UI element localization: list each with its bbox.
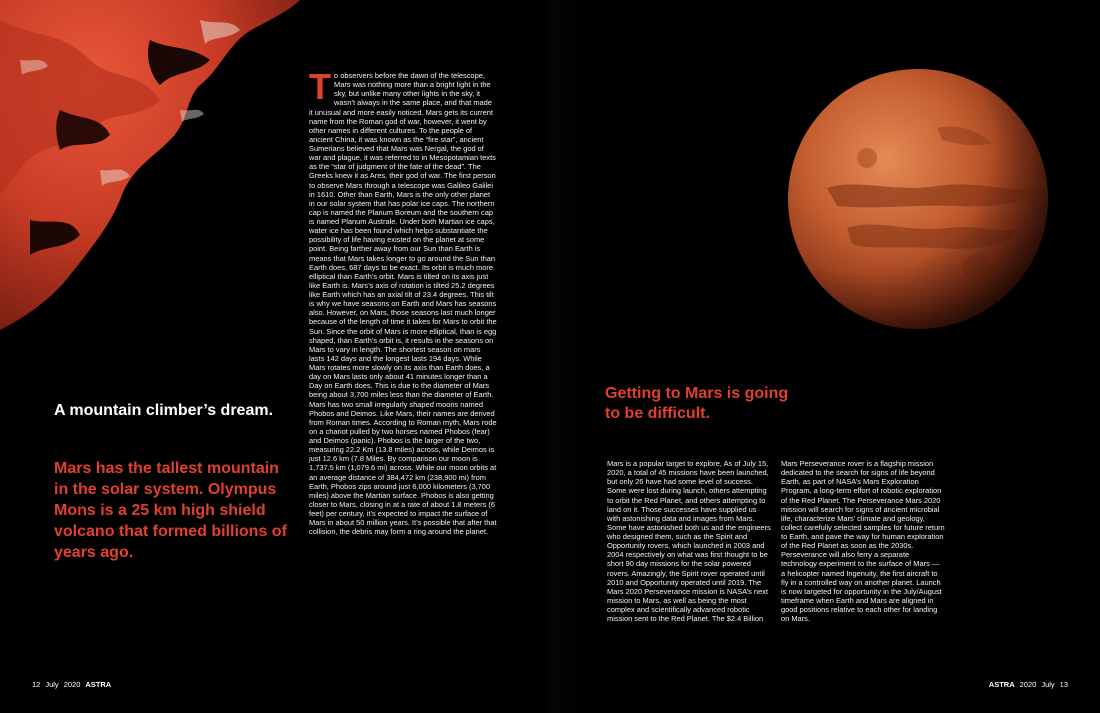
mars-planet-image [787,68,1049,330]
issue-year: 2020 [63,680,81,689]
article-column-2: Mars Perseverance rover is a flagship mission dedicated to the search for signs of life beyond Earth, as part of NASA’s Mars Exploration Program, a long-term effort of robotic exploration of the Red Planet. The Perseverance Mars 2020 mission will search for signs of ancient microbial life, characterize Mars’ climate and geology, collect carefully selected samples for future return to Earth, and pave the way for human exploration of the Red Planet as soon as the 2030s. Perseverance will also ferry a separate technology experiment to the surface of Mars — a helicopter named Ingenuity, the first aircraft to fly in a controlled way on another planet. Launch is now targeted for opportunity in the July/August timeframe when Earth and Mars are aligned in good positions relative to each other for landing on Mars. [781,459,945,624]
drop-cap: T [309,66,331,107]
footer-left [32,680,116,689]
magazine-brand: ASTRA [988,680,1015,689]
pull-quote-body: Mars has the tallest mountain in the solar system. Olympus Mons is a 25 km high shield volcano that formed billions of years ago. [54,460,287,561]
footer-right [989,680,1068,689]
page-number: 13 [1059,680,1068,689]
article-body-text: o observers before the dawn of the telescope, Mars was nothing more than a bright light in the sky, but unlike many other lights in the sky, it wasn’t always in the same place, and that made it unusual and more easily noticed. Mars gets its current name from the Roman god of war, however, it went by other names in different cultures. To the people of ancient China, it was known as the “fire star”, ancient Sumerians believed that Mars was Nergal, the god of war and plague, it was referred to in Mesopotamian texts as the “star of judgment of the fate of the dead”. The Greeks knew it as Ares, their god of war. The first person to observe Mars through a telescope was Galileo Galilei in 1610. Other than Earth, Mars is the only other planet in our solar system that has polar ice caps. The northern cap is named the Planum Boreum and the southern cap is named Planum Australe. Under both Martian ice caps, water ice has been found which helps substantiate the possibility of life having existed on the planet at some point. Being farther away from our Sun than Earth is means that Mars takes longer to go around the Sun than Earth does, 687 days to be exact. Its orbit is much more elliptical than Earth’s orbit. Mars is tilted on its axis just like Earth is. Mars’s axis of rotation is tilted 25.2 degrees like Earth which has an axial tilt of 23.4 degrees. This tilt is why we have seasons on Earth and Mars has seasons also. However, on Mars, those seasons last much longer because of the length of time it takes for Mars to orbit the Sun. Since the orbit of Mars is more elliptical, than is egg shaped, than Earth’s orbit is, it results in the seasons on Mars to vary in length. The shortest season on mars lasts 142 days and the longest lasts 194 days. While Mars rotates more slowly on its axis than Earth does, a day on Mars lasts only about 41 minutes longer than a Day on Earth does. This is due to the diameter of Mars being about 3,700 miles less than the diameter of Earth. Mars has two small irregularly shaped moons named Phobos and Deimos. Like Mars, their names are derived from Roman times. According to Roman myth, Mars rode on a chariot pulled by two horses named Phobos (fear) and Deimos (panic). Phobos is the larger of the two, measuring 22.2 Km (13.8 miles) across, while Deimos is just 12.6 km (7.8 Miles. By comparison our moon is 1,737.5 km (1,079.6 mi) across. While our moon orbits at an average distance of 384,472 km (238,900 mi) from Earth, Phobos zips around just 6,000 kilometers (3,700 miles) above the Martian surface. Phobos is also getting closer to Mars, closing in at a rate of about 1.8 meters (6 feet) per century, it’s expected to impact the surface of Mars in about 50 million years. It’s possible that after that collision, the debris may form a ring around the planet. [309,71,497,537]
right-page [550,0,1100,713]
magazine-brand: ASTRA [85,680,112,689]
issue-month: July [45,680,59,689]
article-column-1: Mars is a popular target to explore, As of July 15, 2020, a total of 45 missions have been launched, but only 26 have had some level of success. Some were lost during launch, others attempting to orbit the Red Planet, and others attempting to land on it. Those successes have supplied us with astonishing data and images from Mars. Some have astonished both us and the engineers who designed them, such as the Spirit and Opportunity rovers, which launched in 2003 and 2004 respectively on what was first thought to be short 90 day missions for the solar powered rovers. Amazingly, the Spirit rover operated until 2010 and Opportunity operated until 2019. The Mars 2020 Perseverance mission is NASA’s next mission to Mars, as well as being the most complex and scientifically advanced robotic mission sent to the Red Planet. The $2.4 Billion [607,459,771,624]
issue-year: 2020 [1019,680,1037,689]
issue-month: July [1041,680,1055,689]
article-body-left [309,66,497,537]
section-heading: Getting to Mars is going to be difficult. [605,385,789,422]
pull-quote-heading: A mountain climber’s dream. [54,402,274,419]
mars-surface-artwork [0,0,300,330]
page-number: 12 [32,680,41,689]
